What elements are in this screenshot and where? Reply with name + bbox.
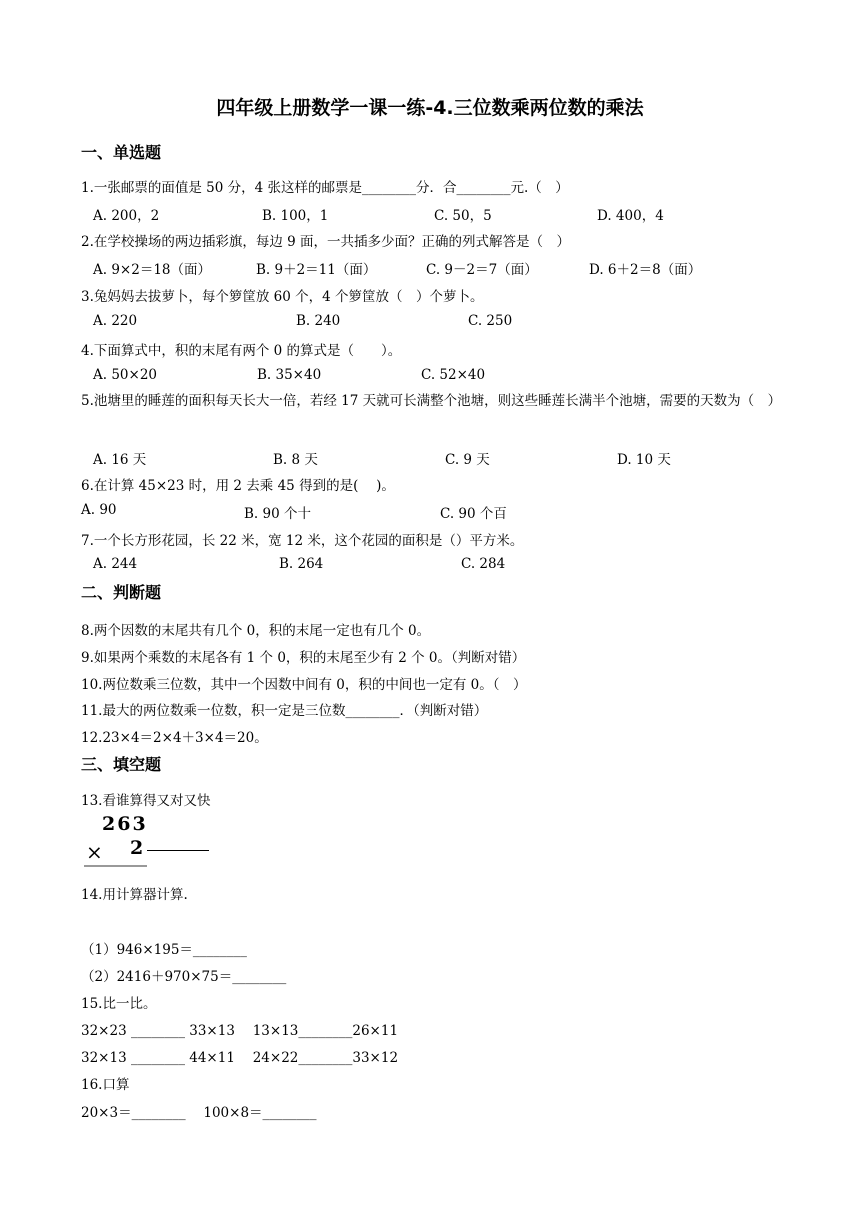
- question-15-stem: 15.比一比。: [81, 996, 157, 1012]
- question-9: 9.如果两个乘数的末尾各有 1 个 0，积的末尾至少有 2 个 0。（判断对错）: [81, 650, 526, 666]
- question-13-stem: 13.看谁算得又对又快: [81, 793, 211, 809]
- multiplier: 2: [130, 837, 144, 859]
- question-3-option-c[interactable]: C. 250: [468, 313, 513, 329]
- question-4-option-b[interactable]: B. 35×40: [257, 367, 322, 383]
- question-16-stem: 16.口算: [81, 1077, 130, 1093]
- section-heading-fill-blank: 三、填空题: [81, 755, 162, 774]
- question-3-stem: 3.兔妈妈去拔萝卜，每个箩筐放 60 个，4 个箩筐放（ ）个萝卜。: [81, 289, 484, 305]
- question-7-option-c[interactable]: C. 284: [461, 556, 506, 572]
- question-2-option-b[interactable]: B. 9＋2＝11（面）: [256, 262, 377, 278]
- question-16-row-1: 20×3＝________ 100×8＝________: [81, 1105, 317, 1121]
- question-8: 8.两个因数的末尾共有几个 0，积的末尾一定也有几个 0。: [81, 623, 431, 639]
- question-6-option-a[interactable]: A. 90: [81, 502, 117, 518]
- question-6-option-c[interactable]: C. 90 个百: [440, 506, 507, 522]
- times-sign: ×: [86, 840, 103, 864]
- question-2-option-a[interactable]: A. 9×2＝18（面）: [93, 262, 211, 278]
- question-15-row-1: 32×23 ________ 33×13 13×13________26×11: [81, 1023, 399, 1039]
- section-heading-single-choice: 一、单选题: [81, 143, 162, 162]
- question-1-option-c[interactable]: C. 50，5: [434, 208, 492, 224]
- question-1-option-b[interactable]: B. 100，1: [262, 208, 329, 224]
- question-1-option-a[interactable]: A. 200，2: [93, 208, 160, 224]
- question-1-stem: 1.一张邮票的面值是 50 分，4 张这样的邮票是________分．合________元.（ ）: [81, 180, 569, 196]
- question-5-option-b[interactable]: B. 8 天: [273, 452, 318, 468]
- page-title: 四年级上册数学一课一练-4.三位数乘两位数的乘法: [216, 97, 644, 119]
- question-4-option-a[interactable]: A. 50×20: [93, 367, 157, 383]
- question-3-option-a[interactable]: A. 220: [93, 313, 138, 329]
- question-4-stem: 4.下面算式中，积的末尾有两个 0 的算式是（ ）。: [81, 343, 402, 359]
- question-7-option-a[interactable]: A. 244: [93, 556, 138, 572]
- section-heading-true-false: 二、判断题: [81, 583, 162, 602]
- question-1-option-d[interactable]: D. 400，4: [597, 208, 664, 224]
- question-14-part-1: （1）946×195＝________: [81, 942, 247, 958]
- question-12: 12.23×4＝2×4＋3×4＝20。: [81, 730, 268, 746]
- question-5-option-c[interactable]: C. 9 天: [445, 452, 490, 468]
- multiplicand: 263: [102, 813, 148, 835]
- question-7-stem: 7.一个长方形花园，长 22 米，宽 12 米，这个花园的面积是（）平方米。: [81, 533, 524, 549]
- question-2-option-c[interactable]: C. 9－2＝7（面）: [426, 262, 538, 278]
- question-14-stem: 14.用计算器计算.: [81, 887, 188, 903]
- answer-blank[interactable]: [147, 850, 209, 851]
- question-14-part-2: （2）2416＋970×75＝________: [81, 969, 287, 985]
- vertical-multiplication: [84, 813, 214, 873]
- question-5-stem: 5.池塘里的睡莲的面积每天长大一倍，若经 17 天就可长满整个池塘，则这些睡莲长满半个池塘，需要的天数为（ ）: [81, 393, 782, 409]
- question-10: 10.两位数乘三位数，其中一个因数中间有 0，积的中间也一定有 0。（ ）: [81, 677, 527, 693]
- multiplication-rule-line: [84, 865, 147, 867]
- question-5-option-a[interactable]: A. 16 天: [93, 452, 147, 468]
- question-4-option-c[interactable]: C. 52×40: [421, 367, 486, 383]
- question-6-option-b[interactable]: B. 90 个十: [244, 506, 311, 522]
- question-6-stem: 6.在计算 45×23 时，用 2 去乘 45 得到的是( )。: [81, 478, 395, 494]
- question-7-option-b[interactable]: B. 264: [279, 556, 324, 572]
- question-11: 11.最大的两位数乘一位数，积一定是三位数________．（判断对错）: [81, 703, 488, 719]
- question-3-option-b[interactable]: B. 240: [296, 313, 341, 329]
- question-2-stem: 2.在学校操场的两边插彩旗，每边 9 面，一共插多少面？正确的列式解答是（ ）: [81, 234, 571, 250]
- question-5-option-d[interactable]: D. 10 天: [617, 452, 671, 468]
- question-2-option-d[interactable]: D. 6＋2＝8（面）: [589, 262, 702, 278]
- question-15-row-2: 32×13 ________ 44×11 24×22________33×12: [81, 1050, 399, 1066]
